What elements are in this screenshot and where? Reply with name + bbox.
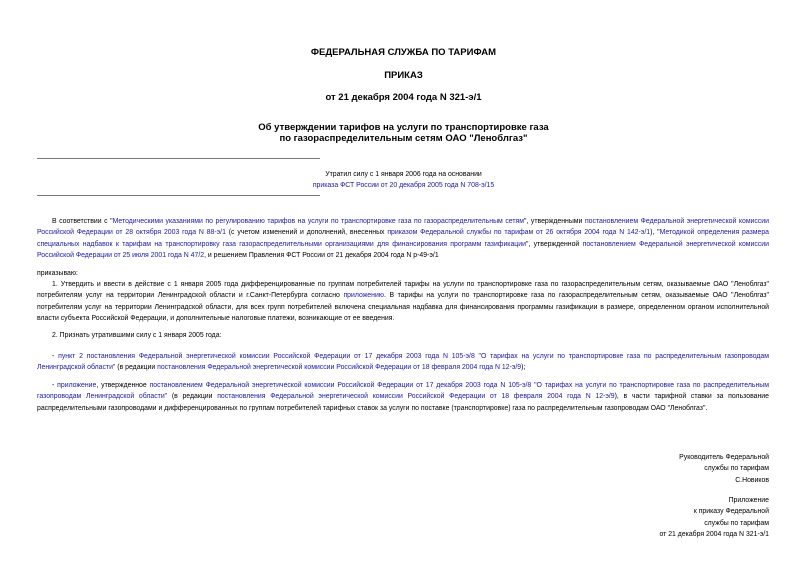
bullet-text: (в редакции bbox=[115, 364, 158, 372]
appendix-ref-line2: к приказу Федеральной bbox=[693, 508, 769, 516]
appendix-link[interactable]: приложению bbox=[343, 292, 384, 300]
appendix-title: Приложение bbox=[728, 497, 769, 504]
document-type: ПРИКАЗ bbox=[384, 70, 423, 81]
item-2-paragraph: 2. Признать утратившими силу с 1 января 2005 года: bbox=[52, 332, 222, 339]
status-note: Утратил силу с 1 января 2006 года на основании bbox=[325, 171, 482, 178]
item-2-bullet-2 bbox=[37, 380, 769, 414]
fek-12-link-2[interactable]: постановления Федеральной энергетической комиссии Российской Федерации от 18 февраля 2004 года N 12-э/9 bbox=[217, 393, 615, 401]
fek-105-resolution-link[interactable]: постановлением Федеральной энергетической комиссии Российской Федерации от 17 декабря 2003 года N 105-э/8 "О тарифах на услуги по транспортировке газа по распределительным газопроводам Ленинградской области" bbox=[37, 382, 769, 401]
preamble-text: ", утвержденной bbox=[525, 240, 583, 248]
divider-top bbox=[37, 158, 320, 159]
appendix-ref-line4: от 21 декабря 2004 года N 321-э/1 bbox=[659, 531, 769, 539]
item-1-paragraph bbox=[37, 279, 769, 325]
fek-12-link[interactable]: постановления Федеральной энергетической комиссии Российской Федерации от 18 февраля 2004 года N 12-э/9 bbox=[157, 364, 522, 372]
fek-resolution-47-link[interactable]: постановлением Федеральной энергетической комиссии Российской Федерации от 25 июля 2001 года N 47/2 bbox=[37, 240, 769, 260]
signature-position: Руководитель Федеральной bbox=[679, 454, 769, 461]
status-link-wrap bbox=[0, 180, 807, 191]
fek-105-appendix-link[interactable]: приложение bbox=[57, 382, 97, 389]
document-title-line2: по газораспределительным сетям ОАО "Леноблгаз" bbox=[279, 133, 528, 144]
fek-105-clause2-link[interactable]: пункт 2 постановления Федеральной энергетической комиссии Российской Федерации от 17 декабря 2003 года N 105-э/8 "О тарифах на услуги по транспортировке газа по распределительным газопроводам Ленинградской области" bbox=[37, 353, 769, 372]
surcharge-methodology-link[interactable]: Методикой определения размера специальных надбавок к тарифам на транспортировку газа газораспределительными организациями для финансирования программ газификации bbox=[37, 229, 770, 248]
appendix-heading-block bbox=[659, 495, 769, 541]
item-2-bullet-1 bbox=[37, 351, 769, 374]
signature-name: С.Новиков bbox=[735, 476, 769, 484]
preamble-text: ), " bbox=[650, 229, 660, 237]
signature-agency: службы по тарифам bbox=[704, 465, 769, 473]
signature-block bbox=[679, 452, 769, 486]
document-date-number: от 21 декабря 2004 года N 321-э/1 bbox=[325, 92, 482, 103]
fek-resolution-88-link[interactable]: постановлением Федеральной энергетической комиссии Российской Федерации от 28 октября 2003 года N 88-э/1 bbox=[37, 218, 769, 237]
document-title-line1: Об утверждении тарифов на услуги по транспортировке газа bbox=[258, 122, 549, 133]
bullet-text: - bbox=[52, 382, 58, 389]
bullet-text: ); bbox=[521, 364, 526, 372]
fst-order-142-link[interactable]: приказом Федеральной службы по тарифам от 26 октября 2004 года N 142-э/1 bbox=[387, 229, 651, 237]
divider-bottom bbox=[37, 195, 320, 196]
order-word: приказываю: bbox=[37, 270, 78, 277]
bullet-text: - bbox=[52, 353, 59, 360]
preamble-text: , и решением Правления ФСТ России от 21 декабря 2004 года N р-49-э/1 bbox=[204, 252, 439, 260]
preamble-text: ", утвержденными bbox=[524, 218, 585, 225]
item-1-text: . В тарифы на услуги по транспортировке газа по газораспределительным сетям, оказываемые ОАО "Леноблгаз" потребителям услуг на территории Ленинградской области, для всех групп потребителей включена специальная надбавка для финансирования программы газификации в размере, определенном органом исполнительной власти субъекта Российской Федерации, и дополнительные налоговые платежи, возникающие от ее введения. bbox=[37, 292, 769, 323]
bullet-text: ), в части тарифной ставки за пользование распределительными газопроводами и дифференцированных по группам потребителей тарифных ставок за услуги по поставке (транспортировке) газа по распределительным газопроводам ОАО "Леноблгаз". bbox=[37, 393, 769, 412]
methodical-guidelines-link[interactable]: Методическими указаниями по регулированию тарифов на услуги по транспортировке газа по газораспределительным сетям bbox=[112, 218, 524, 225]
item-1-text: 1. Утвердить и ввести в действие с 1 января 2005 года дифференцированные по группам потребителей тарифы на услуги по транспортировке газа по газораспределительным сетям, оказываемые ОАО "Леноблгаз" потребителям услуг на территории Ленинградской области и г.Санкт-Петербурга согласно bbox=[37, 281, 769, 300]
appendix-ref-line3: службы по тарифам bbox=[704, 519, 769, 527]
bullet-text: , утвержденное bbox=[96, 382, 150, 389]
agency-heading: ФЕДЕРАЛЬНАЯ СЛУЖБА ПО ТАРИФАМ bbox=[310, 47, 497, 58]
preamble-paragraph bbox=[37, 216, 769, 262]
repeal-order-link[interactable]: приказа ФСТ России от 20 декабря 2005 года N 708-э/15 bbox=[312, 182, 495, 189]
bullet-text: (в редакции bbox=[167, 393, 218, 401]
preamble-text: (с учетом изменений и дополнений, внесенных bbox=[225, 229, 388, 237]
preamble-text: В соответствии с " bbox=[52, 218, 113, 225]
